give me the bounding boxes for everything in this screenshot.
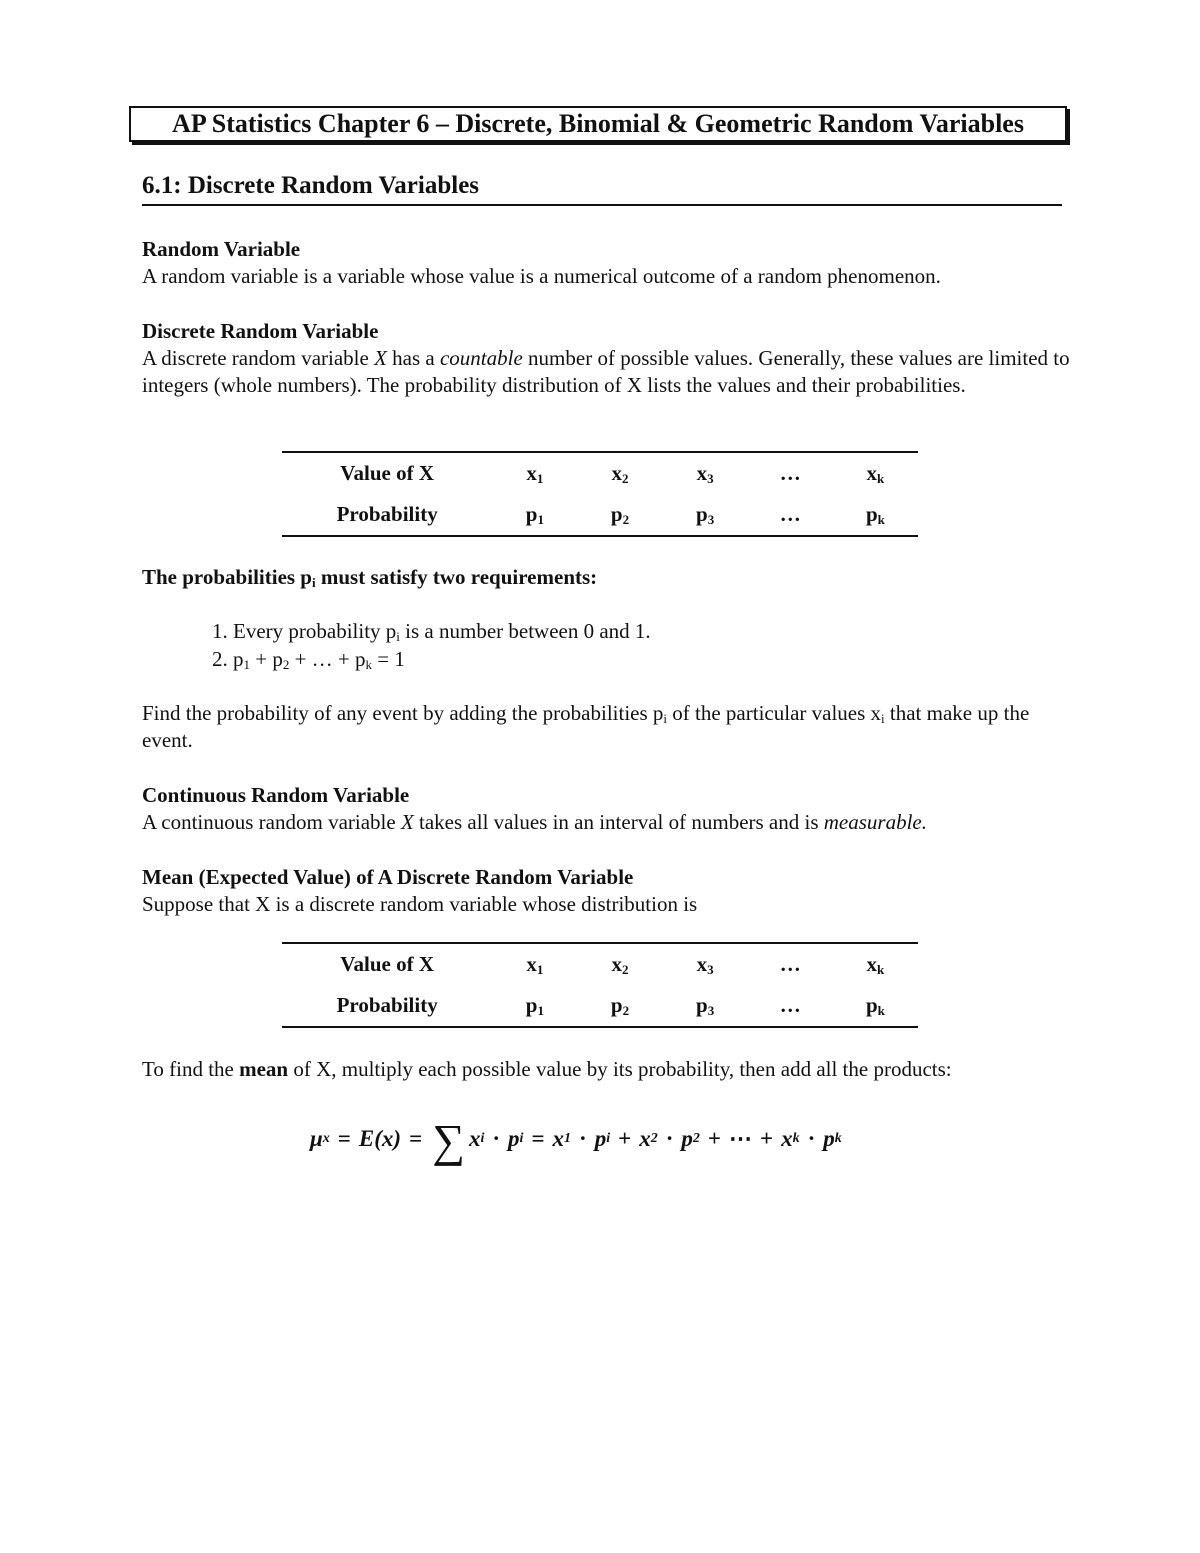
table-cell: … <box>779 461 801 485</box>
list-item: 1. Every probability $p_i$ is a number between 0 and 1. <box>212 619 651 644</box>
distribution-table <box>282 942 918 1028</box>
table-cell: $x_1$ <box>526 461 544 486</box>
table-cell: $p_1$ <box>525 502 544 527</box>
mean-formula: μ x = E(x) = ∑ x i · p i = x 1 · p i + x 2 · p 2 + ⋯ + x k · p k <box>310 1115 842 1166</box>
term-heading: Discrete Random Variable <box>142 319 379 343</box>
term-heading: Random Variable <box>142 237 301 261</box>
find-mean-text: To find the mean of X, multiply each possible value by its probability, then add all the products: <box>142 1057 952 1081</box>
row-header: Probability <box>336 502 438 526</box>
table-cell: $x_3$ <box>696 952 714 977</box>
definition-text: A random variable is a variable whose value is a numerical outcome of a random phenomenon. <box>142 264 941 288</box>
find-probability-text: Find the probability of any event by adding the probabilities $p_i$ of the particular values $x_i$ that make up the event. <box>142 701 1030 752</box>
table-cell: $p_k$ <box>865 993 885 1018</box>
table-cell: $p_3$ <box>696 993 715 1018</box>
table-cell: … <box>779 502 801 526</box>
term-heading: Mean (Expected Value) of A Discrete Random Variable <box>142 865 634 889</box>
table-cell: $x_2$ <box>611 461 629 486</box>
table-cell: $p_k$ <box>865 502 885 527</box>
row-header: Probability <box>336 993 438 1017</box>
table-cell: $p_2$ <box>610 993 630 1018</box>
summation-symbol: ∑ <box>432 1115 465 1166</box>
emphasis-measurable: measurable. <box>823 810 928 834</box>
table-cell: $p_2$ <box>610 502 630 527</box>
table-cell: $x_k$ <box>866 461 885 486</box>
table-cell: $p_3$ <box>696 502 715 527</box>
table-cell: $x_k$ <box>866 952 885 977</box>
discrete-rv-block <box>142 318 1072 399</box>
section-heading: 6.1: Discrete Random Variables <box>142 172 1062 206</box>
definition-text: A discrete random variable X has a countable number of possible values. Generally, these values are limited to integers (whole numbers). The probability distribution of X lists the values and their probabilities. <box>142 346 1070 397</box>
table-row <box>282 452 918 494</box>
mean-block <box>142 864 1072 918</box>
definition-text: A continuous random variable X takes all values in an interval of numbers and is measurable. <box>142 810 928 834</box>
table-cell: $x_2$ <box>611 952 629 977</box>
emphasis-countable: countable <box>439 346 523 370</box>
continuous-rv-block <box>142 782 1072 836</box>
table-row <box>282 985 918 1027</box>
table-row <box>282 494 918 536</box>
intro-text: Suppose that X is a discrete random variable whose distribution is <box>142 892 698 916</box>
requirements-heading: The probabilities $p_i$ must satisfy two requirements: <box>142 565 598 590</box>
table-row <box>282 943 918 985</box>
table-cell: $p_1$ <box>525 993 544 1018</box>
requirements-list <box>212 617 651 673</box>
table-cell: $x_1$ <box>526 952 544 977</box>
table-cell: $x_3$ <box>696 461 714 486</box>
table-cell: … <box>779 952 801 976</box>
row-header: Value of X <box>340 461 435 485</box>
row-header: Value of X <box>340 952 435 976</box>
term-heading: Continuous Random Variable <box>142 783 410 807</box>
random-variable-block <box>142 236 1072 290</box>
document-title: AP Statistics Chapter 6 – Discrete, Binomial & Geometric Random Variables <box>129 106 1067 142</box>
table-cell: … <box>779 993 801 1017</box>
distribution-table <box>282 451 918 537</box>
list-item: 2. $p_1 + p_2$ + … + $p_k = 1$ <box>212 647 405 672</box>
